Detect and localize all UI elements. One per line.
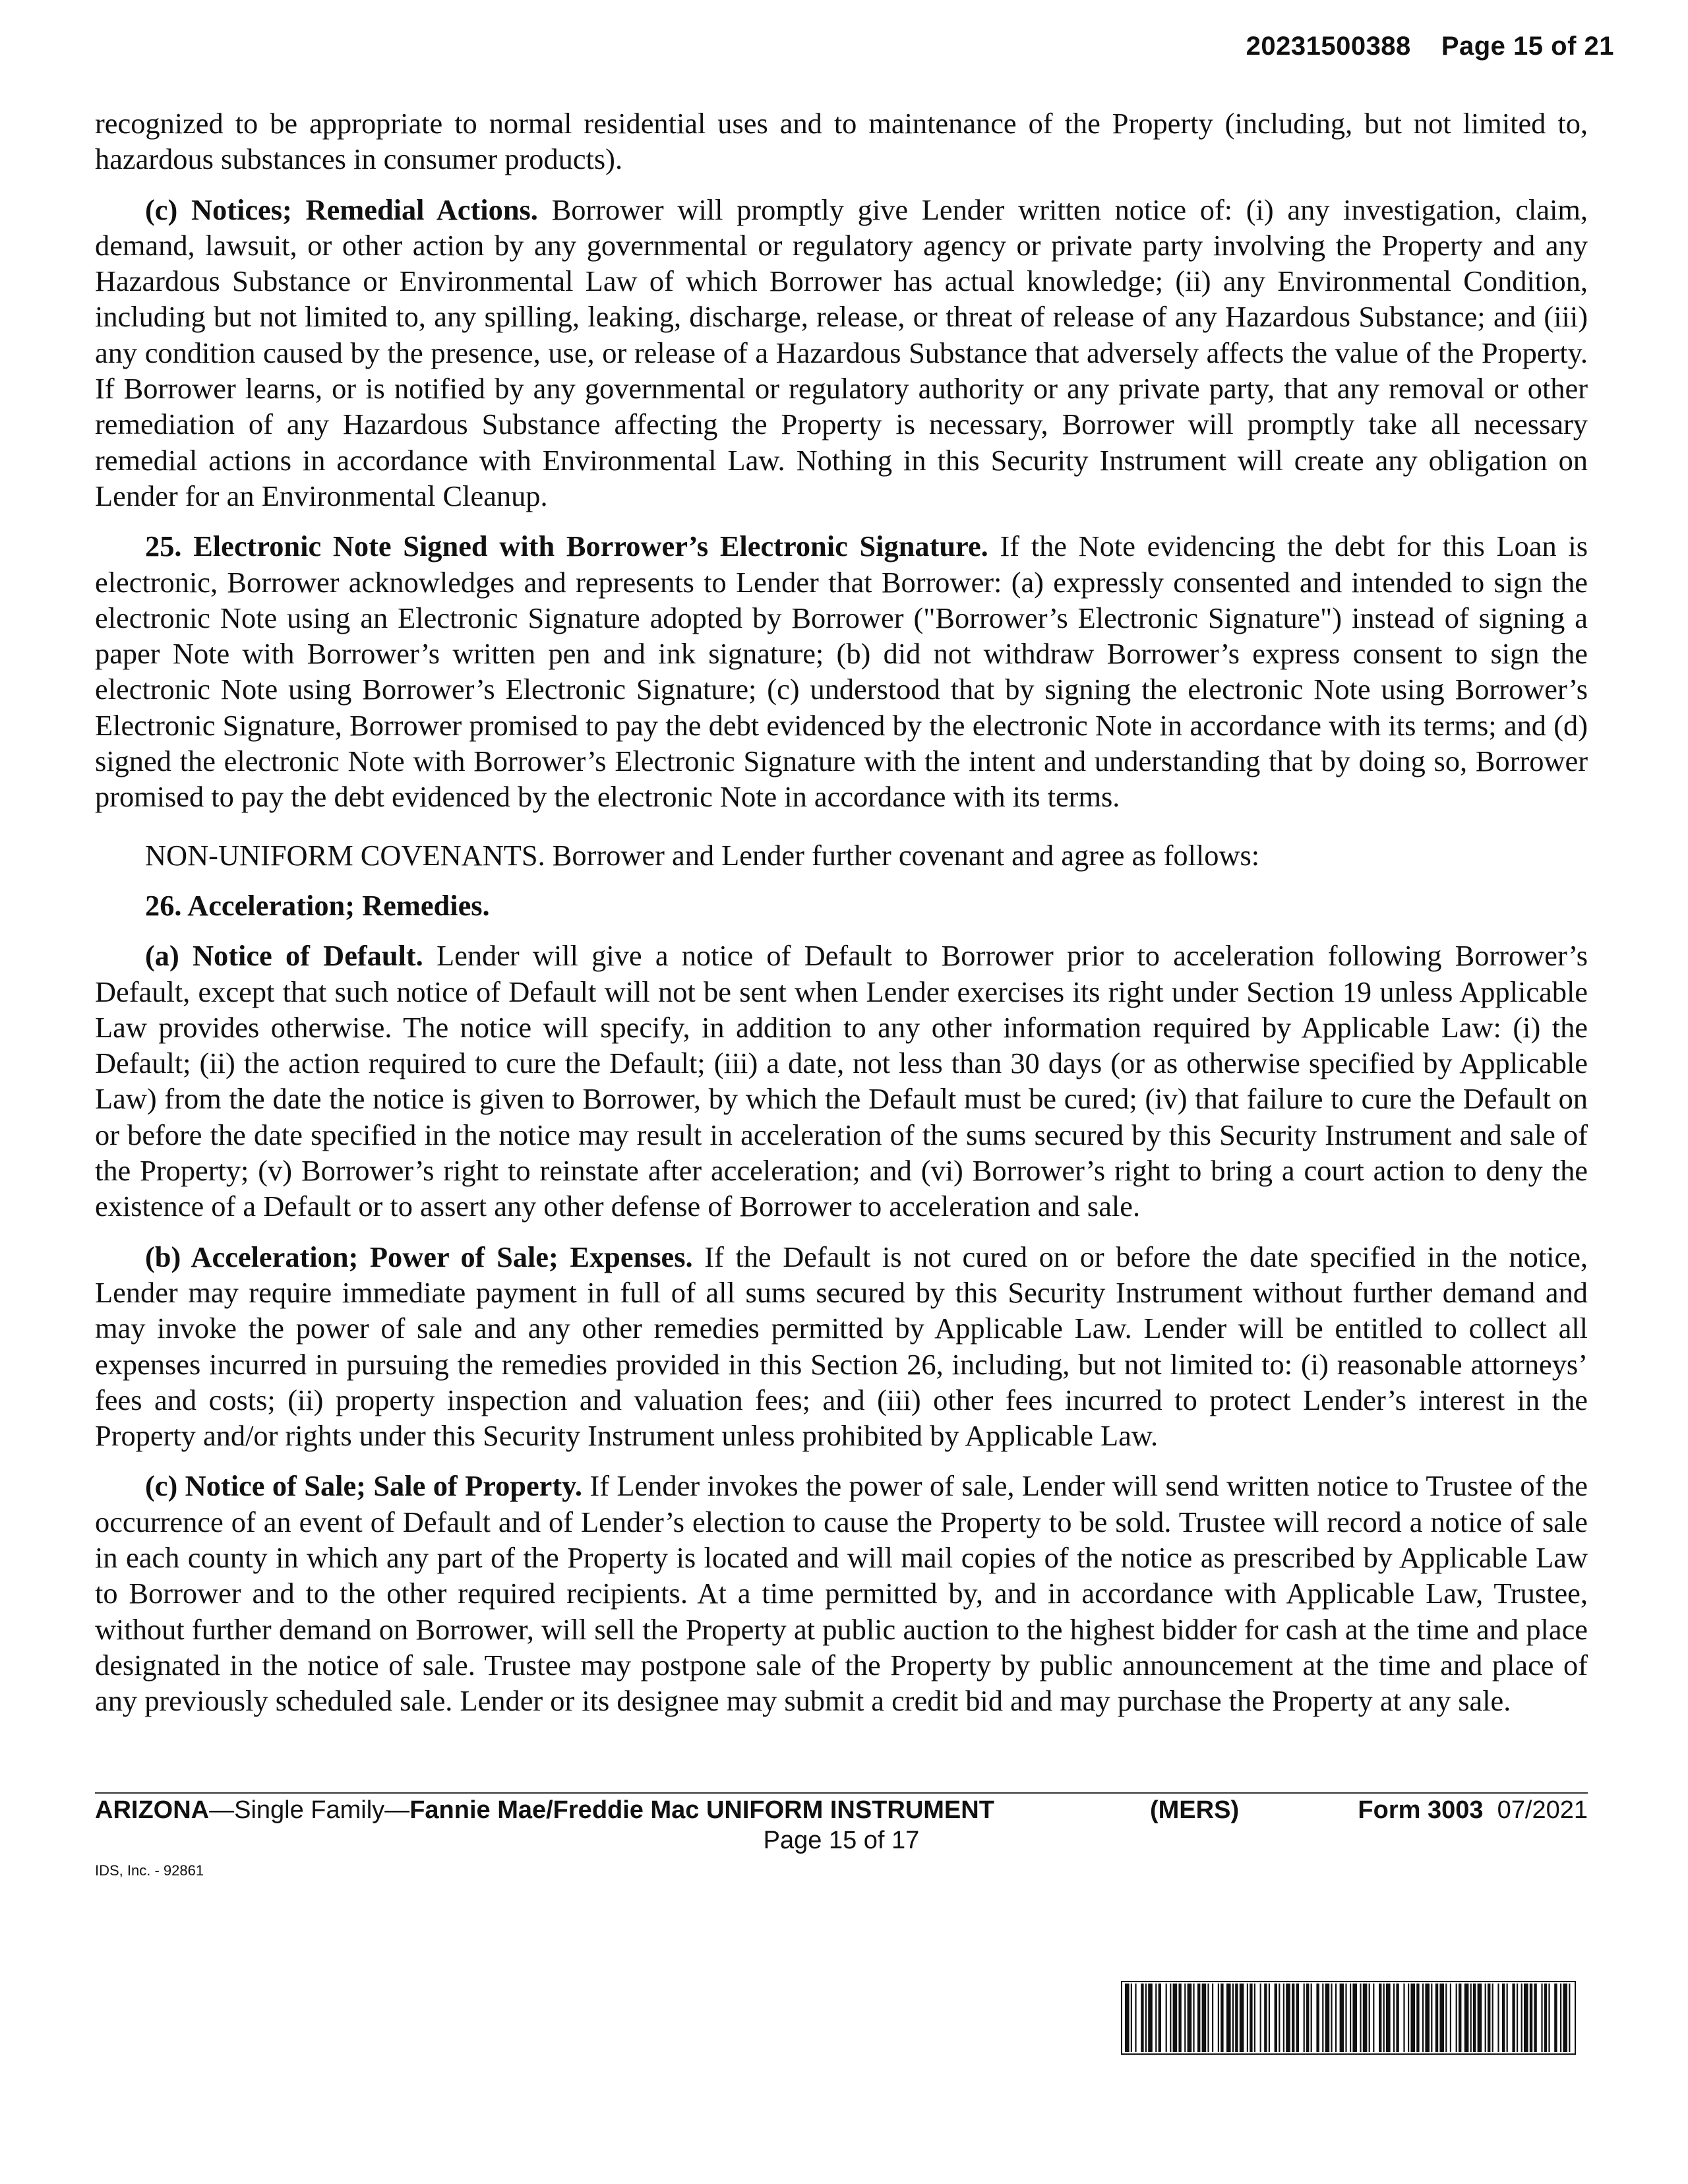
barcode-bar bbox=[1459, 1984, 1461, 2052]
barcode-bar bbox=[1416, 1984, 1419, 2052]
barcode-bar bbox=[1125, 1984, 1130, 2052]
barcode-bar bbox=[1296, 1984, 1299, 2052]
barcode-bar bbox=[1560, 1984, 1561, 2052]
text-notice-of-default: Lender will give a notice of Default to Borrower prior to acceleration following Borrower’s Default, except that such notice of Default will not be sent when Lender exercises its right under Section 19 unless Applicable Law provides otherwise. The notice will specify, in addition to any other information required by Applicable Law: (i) the Default; (ii) the action required to cure the Default; (iii) a date, not less than 30 days (or as otherwise specified by Applicable Law) from the date the notice is given to Borrower, by which the Default must be cured; (iv) that failure to cure the Default on or before the date specified in the notice may result in acceleration of the sums secured by this Security Instrument and sale of the Property; (v) Borrower’s right to reinstate after acceleration; and (vi) Borrower’s right to bring a court action to deny the existence of a Default or to assert any other defense of Borrower to acceleration and sale. bbox=[95, 939, 1588, 1223]
barcode-bar bbox=[1141, 1984, 1143, 2052]
footer-instrument-title bbox=[95, 1796, 994, 1825]
barcode-bar bbox=[1331, 1984, 1332, 2052]
barcode-bar bbox=[1159, 1984, 1161, 2052]
barcode-bar bbox=[1425, 1984, 1430, 2052]
barcode-bar bbox=[1269, 1984, 1270, 2052]
barcode-graphic bbox=[1121, 1981, 1576, 2055]
barcode-bar bbox=[1393, 1984, 1395, 2052]
barcode-bar bbox=[1450, 1984, 1451, 2052]
barcode-bar bbox=[1275, 1984, 1277, 2052]
barcode-bar bbox=[1563, 1984, 1567, 2052]
barcode-bar bbox=[1383, 1984, 1385, 2052]
barcode-bar bbox=[1173, 1984, 1178, 2052]
barcode-bar bbox=[1340, 1984, 1344, 2052]
barcode-bar bbox=[1264, 1984, 1267, 2052]
barcode-bar bbox=[1403, 1984, 1404, 2052]
barcode-bar bbox=[1464, 1984, 1469, 2052]
barcode-bar bbox=[1306, 1984, 1309, 2052]
barcode-bar bbox=[1325, 1984, 1330, 2052]
barcode-bar bbox=[1534, 1984, 1536, 2052]
barcode-bar bbox=[1435, 1984, 1438, 2052]
barcode-bar bbox=[1396, 1984, 1399, 2052]
barcode-bar bbox=[1304, 1984, 1305, 2052]
barcode-bar bbox=[1240, 1984, 1244, 2052]
barcode-bar bbox=[1488, 1984, 1490, 2052]
barcode-bar bbox=[1473, 1984, 1476, 2052]
footer-state: ARIZONA bbox=[95, 1796, 210, 1824]
footer-form-line bbox=[95, 1796, 1588, 1828]
footer-agency: Fannie Mae/Freddie Mac UNIFORM INSTRUMENT bbox=[409, 1796, 994, 1824]
barcode-bar bbox=[1408, 1984, 1409, 2052]
barcode-bar bbox=[1155, 1984, 1157, 2052]
barcode-bar bbox=[1512, 1984, 1515, 2052]
barcode-bar bbox=[1470, 1984, 1472, 2052]
barcode-bar bbox=[1521, 1984, 1522, 2052]
paragraph-notice-of-default bbox=[95, 938, 1588, 1224]
barcode-bar bbox=[1235, 1984, 1238, 2052]
barcode-bar bbox=[1445, 1984, 1447, 2052]
barcode-bar bbox=[1178, 1984, 1181, 2052]
heading-notice-of-sale: (c) Notice of Sale; Sale of Property. bbox=[145, 1469, 583, 1503]
barcode-bar bbox=[1184, 1984, 1186, 2052]
barcode-bar bbox=[1250, 1984, 1252, 2052]
barcode-bar bbox=[1517, 1984, 1518, 2052]
barcode-bar bbox=[1350, 1984, 1351, 2052]
barcode-bar bbox=[1292, 1984, 1294, 2052]
barcode-bar bbox=[1530, 1984, 1532, 2052]
barcode-bar bbox=[1373, 1984, 1374, 2052]
barcode-bar bbox=[1544, 1984, 1547, 2052]
barcode-bar bbox=[1166, 1984, 1167, 2052]
recording-number: 20231500388 bbox=[1246, 32, 1411, 61]
barcode-bar bbox=[1345, 1984, 1346, 2052]
footer-divider bbox=[95, 1792, 1588, 1794]
barcode-bar bbox=[1148, 1984, 1153, 2052]
barcode-bar bbox=[1456, 1984, 1457, 2052]
barcode-bar bbox=[1197, 1984, 1200, 2052]
barcode-bar bbox=[1279, 1984, 1280, 2052]
barcode-bar bbox=[1410, 1984, 1415, 2052]
barcode-bar bbox=[1212, 1984, 1213, 2052]
barcode-bar bbox=[1207, 1984, 1209, 2052]
barcode-bar bbox=[1135, 1984, 1136, 2052]
barcode-bar bbox=[1369, 1984, 1370, 2052]
footer-ids-code: IDS, Inc. - 92861 bbox=[95, 1862, 204, 1879]
heading-electronic-note: 25. Electronic Note Signed with Borrower’s Electronic Signature. bbox=[145, 530, 988, 563]
barcode-bar bbox=[1541, 1984, 1542, 2052]
barcode-bar bbox=[1502, 1984, 1505, 2052]
barcode-bar bbox=[1286, 1984, 1290, 2052]
paragraph-non-uniform-covenants: NON-UNIFORM COVENANTS. Borrower and Lender further covenant and agree as follows: bbox=[145, 838, 1260, 872]
barcode-bar bbox=[1422, 1984, 1424, 2052]
barcode-bar bbox=[1145, 1984, 1147, 2052]
barcode-bar bbox=[1247, 1984, 1248, 2052]
barcode-bar bbox=[1431, 1984, 1432, 2052]
barcode-bar bbox=[1131, 1984, 1132, 2052]
barcode-bar bbox=[1524, 1984, 1528, 2052]
barcode-bar bbox=[1218, 1984, 1219, 2052]
barcode-bar bbox=[1569, 1984, 1570, 2052]
barcode-bar bbox=[1360, 1984, 1361, 2052]
barcode-bar bbox=[1322, 1984, 1323, 2052]
barcode-bar bbox=[1188, 1984, 1192, 2052]
recording-header bbox=[1246, 32, 1614, 61]
barcode-bar bbox=[1439, 1984, 1444, 2052]
barcode-bar bbox=[1202, 1984, 1207, 2052]
barcode-bar bbox=[1485, 1984, 1486, 2052]
barcode-bar bbox=[1386, 1984, 1391, 2052]
footer-page-number: Page 15 of 17 bbox=[763, 1827, 920, 1854]
footer-family: —Single Family— bbox=[209, 1796, 410, 1824]
paragraph-notice-of-sale bbox=[95, 1468, 1588, 1718]
recording-page-label: Page 15 of 21 bbox=[1441, 32, 1614, 61]
barcode-bar bbox=[1497, 1984, 1499, 2052]
barcode-bar bbox=[1283, 1984, 1284, 2052]
footer-form-label: Form 3003 bbox=[1358, 1796, 1484, 1824]
barcode-bar bbox=[1232, 1984, 1234, 2052]
footer-form-id bbox=[1358, 1796, 1588, 1825]
paragraph-continuation: recognized to be appropriate to normal residential uses and to maintenance of the Property (including, but not limited to, hazardous substances in consumer products). bbox=[95, 107, 1588, 176]
barcode-bar bbox=[1311, 1984, 1312, 2052]
paragraph-acceleration-power-of-sale bbox=[95, 1239, 1588, 1454]
barcode-bar bbox=[1316, 1984, 1319, 2052]
barcode-bar bbox=[1335, 1984, 1337, 2052]
barcode bbox=[1121, 1981, 1576, 2055]
barcode-bar bbox=[1226, 1984, 1231, 2052]
text-notice-of-sale: If Lender invokes the power of sale, Lender will send written notice to Trustee of the occurrence of an event of Default and of Lender’s election to cause the Property to be sold. Trustee will record a notice of sale in each county in which any part of the Property is located and will mail copies of the notice as prescribed by Applicable Law to Borrower and to the other required recipients. At a time permitted by, and in accordance with Applicable Law, Trustee, without further demand on Borrower, will sell the Property at public auction to the highest bidder for cash at the time and place designated in the notice of sale. Trustee may postpone sale of the Property by public announcement at the time and place of any previously scheduled sale. Lender or its designee may submit a credit bid and may purchase the Property at any sale. bbox=[95, 1469, 1588, 1718]
barcode-bar bbox=[1379, 1984, 1381, 2052]
heading-acceleration-remedies: 26. Acceleration; Remedies. bbox=[145, 888, 490, 922]
footer-form-date: 07/2021 bbox=[1497, 1796, 1588, 1824]
barcode-bar bbox=[1548, 1984, 1550, 2052]
heading-notices-remedial-actions: (c) Notices; Remedial Actions. bbox=[145, 193, 538, 226]
paragraph-notices-remedial-actions bbox=[95, 192, 1588, 514]
barcode-bar bbox=[1193, 1984, 1194, 2052]
barcode-bar bbox=[1363, 1984, 1368, 2052]
document-body bbox=[95, 106, 1588, 1733]
paragraph-acceleration-remedies bbox=[95, 888, 1588, 923]
paragraph-electronic-note bbox=[95, 528, 1588, 814]
footer-mers: (MERS) bbox=[1150, 1796, 1240, 1824]
barcode-bar bbox=[1260, 1984, 1261, 2052]
barcode-bar bbox=[1507, 1984, 1508, 2052]
text-electronic-note: If the Note evidencing the debt for this Loan is electronic, Borrower acknowledges and represents to Lender that Borrower: (a) expressly consented and intended to sign the electronic Note using an Electronic Signature adopted by Borrower ("Borrower’s Electronic Signature") instead of signing a paper Note with Borrower’s written pen and ink signature; (b) did not withdraw Borrower’s express consent to sign the electronic Note using Borrower’s Electronic Signature; (c) understood that by signing the electronic Note using Borrower’s Electronic Signature, Borrower promised to pay the debt evidenced by the electronic Note in accordance with its terms; and (d) signed the electronic Note with Borrower’s Electronic Signature with the intent and understanding that by doing so, Borrower promised to pay the debt evidenced by the electronic Note in accordance with its terms. bbox=[95, 530, 1588, 814]
barcode-bar bbox=[1492, 1984, 1493, 2052]
barcode-bar bbox=[1254, 1984, 1255, 2052]
barcode-bar bbox=[1478, 1984, 1482, 2052]
barcode-bar bbox=[1352, 1984, 1357, 2052]
heading-acceleration-power-of-sale: (b) Acceleration; Power of Sale; Expenses. bbox=[145, 1240, 693, 1273]
barcode-bar bbox=[1554, 1984, 1557, 2052]
heading-notice-of-default: (a) Notice of Default. bbox=[145, 939, 423, 973]
text-acceleration-power-of-sale: If the Default is not cured on or before the date specified in the notice, Lender may require immediate payment in full of all sums secured by this Security Instrument without further demand and may invoke the power of sale and any other remedies permitted by Applicable Law. Lender will be entitled to collect all expenses incurred in pursuing the remedies provided in this Section 26, including, but not limited to: (i) reasonable attorneys’ fees and costs; (ii) property inspection and valuation fees; and (iii) other fees incurred to protect Lender’s interest in the Property and/or rights under this Security Instrument unless prohibited by Applicable Law. bbox=[95, 1240, 1588, 1453]
barcode-bar bbox=[1170, 1984, 1171, 2052]
text-notices-remedial-actions: Borrower will promptly give Lender written notice of: (i) any investigation, claim, demand, lawsuit, or other action by any governmental or regulatory agency or private party involving the Property and any Hazardous Substance or Environmental Law of which Borrower has actual knowledge; (ii) any Environmental Condition, including but not limited to, any spilling, leaking, discharge, release, or threat of release of any Hazardous Substance; and (iii) any condition caused by the presence, use, or release of a Hazardous Substance that adversely affects the value of the Property. If Borrower learns, or is notified by any governmental or regulatory authority or any private party, that any removal or other remediation of any Hazardous Substance affecting the Property is necessary, Borrower will promptly take all necessary remedial actions in accordance with Environmental Law. Nothing in this Security Instrument will create any obligation on Lender for an Environmental Cleanup. bbox=[95, 193, 1588, 512]
barcode-bar bbox=[1221, 1984, 1223, 2052]
